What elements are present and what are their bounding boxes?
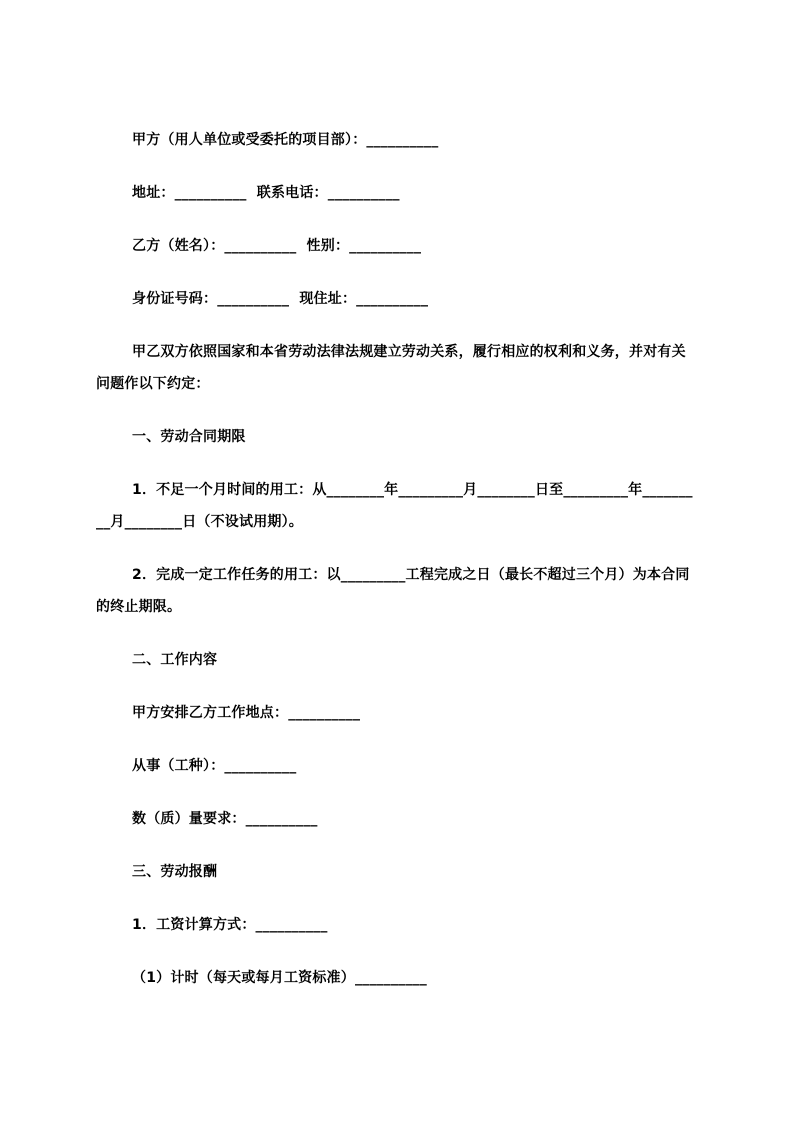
wage-calculation-line: 1．工资计算方式：__________: [132, 917, 328, 933]
term-clause-2: 2．完成一定工作任务的用工：以_________工程完成之日（最长不超过三个月）为本合同的终止期限。: [96, 567, 690, 615]
work-type-line: 从事（工种）：__________: [132, 758, 297, 774]
address-phone-line: 地址：__________ 联系电话：__________: [132, 185, 400, 201]
id-address-line: 身份证号码：__________ 现住址：__________: [132, 291, 429, 307]
heading-contract-term: 一、劳动合同期限: [132, 429, 246, 445]
quantity-quality-line: 数（质）量要求：__________: [132, 811, 318, 827]
term-clause-1: 1．不足一个月时间的用工：从________年_________月________日至_________年_________月________日（不设试用期）。: [96, 482, 693, 530]
heading-work-content: 二、工作内容: [132, 652, 218, 668]
party-b-name-gender-line: 乙方（姓名）：__________ 性别：__________: [132, 238, 422, 254]
preamble: 甲乙双方依照国家和本省劳动法律法规建立劳动关系，履行相应的权利和义务，并对有关问题作以下约定：: [96, 344, 686, 392]
work-location-line: 甲方安排乙方工作地点：__________: [132, 705, 361, 721]
hourly-wage-line: （1）计时（每天或每月工资标准）__________: [132, 970, 427, 986]
heading-remuneration: 三、劳动报酬: [132, 864, 218, 880]
party-a-line: 甲方（用人单位或受委托的项目部）：__________: [132, 132, 439, 148]
